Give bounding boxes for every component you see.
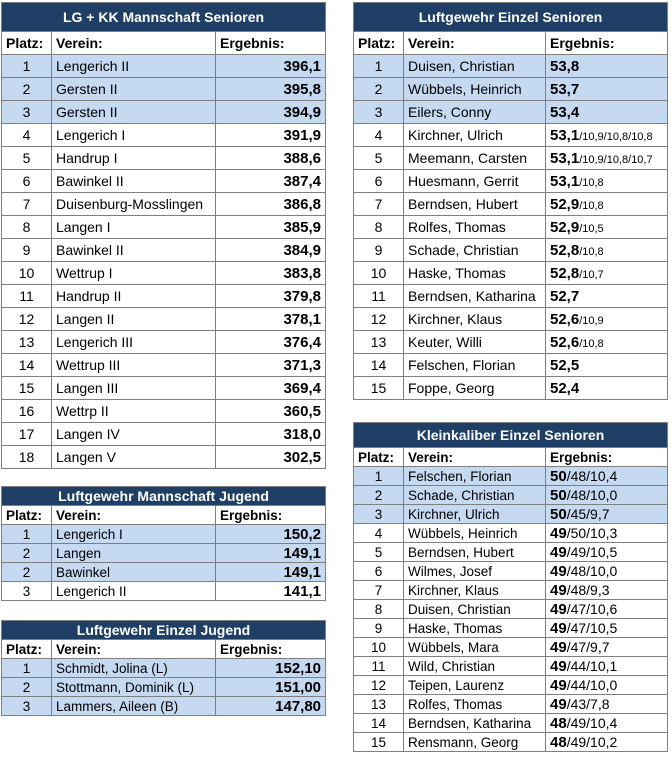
ergebnis-main: 50 bbox=[550, 486, 567, 504]
table-row bbox=[2, 582, 326, 601]
verein-cell: Wettrup I bbox=[52, 262, 216, 285]
ergebnis-cell: 302,5 bbox=[216, 446, 326, 469]
platz-cell: 3 bbox=[2, 582, 52, 601]
table-row bbox=[354, 562, 668, 581]
ergebnis-detail: /48/10,0 bbox=[566, 562, 618, 579]
table-row bbox=[354, 101, 668, 124]
ergebnis-detail: /48/10,4 bbox=[566, 467, 618, 484]
platz-cell: 7 bbox=[354, 581, 404, 600]
table-row bbox=[2, 55, 326, 78]
name-cell: Kirchner, Klaus bbox=[404, 581, 546, 600]
ergebnis-main: 49 bbox=[550, 581, 567, 599]
ergebnis-tiebreak: /10,8 bbox=[579, 337, 604, 350]
table-lg-mannschaft-jugend bbox=[1, 486, 326, 601]
ergebnis-main: 52,5 bbox=[550, 356, 580, 374]
ergebnis-main: 53,1 bbox=[550, 172, 580, 190]
name-cell: Felschen, Florian bbox=[404, 467, 546, 486]
platz-cell: 10 bbox=[354, 262, 404, 285]
ergebnis-main: 49 bbox=[550, 600, 567, 618]
name-cell: Kirchner, Ulrich bbox=[404, 505, 546, 524]
ergebnis-main: 52,9 bbox=[550, 218, 580, 236]
table-row bbox=[2, 262, 326, 285]
platz-cell: 2 bbox=[354, 486, 404, 505]
table-row bbox=[2, 544, 326, 563]
ergebnis-main: 50 bbox=[550, 467, 567, 485]
verein-cell: Langen bbox=[52, 544, 216, 563]
ergebnis-main: 52,8 bbox=[550, 264, 580, 282]
name-cell: Haske, Thomas bbox=[404, 262, 546, 285]
table-row bbox=[2, 193, 326, 216]
name-cell: Wübbels, Heinrich bbox=[404, 524, 546, 543]
ergebnis-main: 52,6 bbox=[550, 333, 580, 351]
platz-cell: 15 bbox=[2, 377, 52, 400]
table-row bbox=[354, 714, 668, 733]
table-row bbox=[2, 423, 326, 446]
table-row bbox=[2, 659, 326, 678]
platz-cell: 2 bbox=[2, 678, 52, 697]
platz-cell: 2 bbox=[2, 544, 52, 563]
ergebnis-cell: 149,1 bbox=[216, 544, 326, 563]
platz-cell: 8 bbox=[354, 216, 404, 239]
ergebnis-cell: 395,8 bbox=[216, 78, 326, 101]
ergebnis-main: 49 bbox=[550, 695, 567, 713]
table-row bbox=[2, 285, 326, 308]
ergebnis-cell bbox=[546, 467, 668, 486]
header-ergebnis: Ergebnis: bbox=[546, 448, 668, 467]
ergebnis-main: 52,8 bbox=[550, 241, 580, 259]
table-row bbox=[2, 400, 326, 423]
ergebnis-cell: 360,5 bbox=[216, 400, 326, 423]
ergebnis-cell bbox=[546, 193, 668, 216]
ergebnis-detail: /45/9,7 bbox=[566, 505, 610, 522]
ergebnis-main: 49 bbox=[550, 657, 567, 675]
ergebnis-main: 53,7 bbox=[550, 80, 580, 98]
verein-cell: Langen III bbox=[52, 377, 216, 400]
verein-cell: Langen V bbox=[52, 446, 216, 469]
ergebnis-main: 49 bbox=[550, 676, 567, 694]
table-lg-kk-mannschaft-senioren bbox=[1, 2, 326, 469]
verein-cell: Lammers, Aileen (B) bbox=[52, 697, 216, 716]
ergebnis-detail: /49/10,4 bbox=[566, 714, 618, 731]
header-platz: Platz: bbox=[2, 640, 52, 659]
platz-cell: 5 bbox=[354, 543, 404, 562]
table-row bbox=[2, 377, 326, 400]
header-ergebnis: Ergebnis: bbox=[216, 640, 326, 659]
header-ergebnis: Ergebnis: bbox=[546, 32, 668, 55]
ergebnis-cell bbox=[546, 285, 668, 308]
name-cell: Berndsen, Katharina bbox=[404, 714, 546, 733]
table-lg-einzel-jugend bbox=[1, 620, 326, 716]
platz-cell: 1 bbox=[354, 467, 404, 486]
name-cell: Meemann, Carsten bbox=[404, 147, 546, 170]
platz-cell: 1 bbox=[2, 55, 52, 78]
ergebnis-cell bbox=[546, 486, 668, 505]
verein-cell: Wettrup III bbox=[52, 354, 216, 377]
table-row bbox=[2, 331, 326, 354]
table-title: Luftgewehr Mannschaft Jugend bbox=[2, 487, 326, 506]
name-cell: Wilmes, Josef bbox=[404, 562, 546, 581]
platz-cell: 4 bbox=[2, 124, 52, 147]
header-platz: Platz: bbox=[2, 32, 52, 55]
ergebnis-tiebreak: /10,8 bbox=[579, 176, 604, 189]
name-cell: Wübbels, Mara bbox=[404, 638, 546, 657]
name-cell: Kirchner, Ulrich bbox=[404, 124, 546, 147]
ergebnis-cell: 376,4 bbox=[216, 331, 326, 354]
ergebnis-main: 48 bbox=[550, 733, 567, 751]
platz-cell: 5 bbox=[354, 147, 404, 170]
ergebnis-cell bbox=[546, 524, 668, 543]
ergebnis-cell bbox=[546, 581, 668, 600]
header-platz: Platz: bbox=[354, 448, 404, 467]
name-cell: Schade, Christian bbox=[404, 239, 546, 262]
ergebnis-cell: 396,1 bbox=[216, 55, 326, 78]
ergebnis-cell: 383,8 bbox=[216, 262, 326, 285]
ergebnis-cell bbox=[546, 733, 668, 752]
table-row bbox=[354, 695, 668, 714]
ergebnis-cell bbox=[546, 308, 668, 331]
table-row bbox=[354, 524, 668, 543]
table-kk-einzel-senioren bbox=[353, 422, 668, 752]
platz-cell: 13 bbox=[354, 695, 404, 714]
ergebnis-cell bbox=[546, 78, 668, 101]
header-ergebnis: Ergebnis: bbox=[216, 32, 326, 55]
header-platz: Platz: bbox=[2, 506, 52, 525]
verein-cell: Wettrp II bbox=[52, 400, 216, 423]
ergebnis-cell bbox=[546, 562, 668, 581]
table-row bbox=[354, 581, 668, 600]
table-row bbox=[354, 377, 668, 400]
ergebnis-cell bbox=[546, 55, 668, 78]
ergebnis-main: 49 bbox=[550, 638, 567, 656]
platz-cell: 9 bbox=[2, 239, 52, 262]
table-lg-einzel-senioren bbox=[353, 2, 668, 400]
verein-cell: Duisenburg-Mosslingen bbox=[52, 193, 216, 216]
verein-cell: Schmidt, Jolina (L) bbox=[52, 659, 216, 678]
table-row bbox=[354, 676, 668, 695]
verein-cell: Gersten II bbox=[52, 101, 216, 124]
name-cell: Berndsen, Hubert bbox=[404, 543, 546, 562]
table-row bbox=[354, 505, 668, 524]
ergebnis-detail: /49/10,2 bbox=[566, 733, 618, 750]
table-row bbox=[354, 638, 668, 657]
platz-cell: 2 bbox=[2, 78, 52, 101]
ergebnis-cell: 147,80 bbox=[216, 697, 326, 716]
platz-cell: 8 bbox=[354, 600, 404, 619]
name-cell: Eilers, Conny bbox=[404, 101, 546, 124]
table-row bbox=[2, 525, 326, 544]
name-cell: Berndsen, Hubert bbox=[404, 193, 546, 216]
ergebnis-detail: /48/9,3 bbox=[566, 581, 610, 598]
ergebnis-tiebreak: /10,8 bbox=[579, 199, 604, 212]
ergebnis-detail: /47/10,5 bbox=[566, 619, 618, 636]
platz-cell: 12 bbox=[2, 308, 52, 331]
table-row bbox=[2, 216, 326, 239]
platz-cell: 18 bbox=[2, 446, 52, 469]
table-row bbox=[354, 124, 668, 147]
name-cell: Rensmann, Georg bbox=[404, 733, 546, 752]
table-row bbox=[2, 239, 326, 262]
ergebnis-cell: 394,9 bbox=[216, 101, 326, 124]
platz-cell: 3 bbox=[354, 505, 404, 524]
ergebnis-detail: /43/7,8 bbox=[566, 695, 610, 712]
ergebnis-main: 52,6 bbox=[550, 310, 580, 328]
ergebnis-cell: 369,4 bbox=[216, 377, 326, 400]
verein-cell: Lengerich II bbox=[52, 582, 216, 601]
platz-cell: 10 bbox=[354, 638, 404, 657]
platz-cell: 11 bbox=[2, 285, 52, 308]
ergebnis-main: 49 bbox=[550, 524, 567, 542]
table-row bbox=[2, 697, 326, 716]
ergebnis-cell bbox=[546, 101, 668, 124]
platz-cell: 3 bbox=[2, 101, 52, 124]
platz-cell: 17 bbox=[2, 423, 52, 446]
name-cell: Teipen, Laurenz bbox=[404, 676, 546, 695]
ergebnis-main: 52,4 bbox=[550, 379, 580, 397]
ergebnis-cell: 391,9 bbox=[216, 124, 326, 147]
ergebnis-cell: 378,1 bbox=[216, 308, 326, 331]
table-row bbox=[2, 78, 326, 101]
ergebnis-cell bbox=[546, 676, 668, 695]
ergebnis-cell: 149,1 bbox=[216, 563, 326, 582]
table-row bbox=[354, 467, 668, 486]
ergebnis-cell: 388,6 bbox=[216, 147, 326, 170]
table-row bbox=[354, 193, 668, 216]
ergebnis-main: 53,1 bbox=[550, 149, 580, 167]
ergebnis-detail: /48/10,0 bbox=[566, 486, 618, 503]
ergebnis-cell: 318,0 bbox=[216, 423, 326, 446]
table-row bbox=[2, 124, 326, 147]
platz-cell: 1 bbox=[2, 659, 52, 678]
table-row bbox=[2, 101, 326, 124]
name-cell: Keuter, Willi bbox=[404, 331, 546, 354]
ergebnis-cell bbox=[546, 657, 668, 676]
ergebnis-cell bbox=[546, 638, 668, 657]
platz-cell: 15 bbox=[354, 733, 404, 752]
platz-cell: 2 bbox=[354, 78, 404, 101]
ergebnis-cell bbox=[546, 239, 668, 262]
table-row bbox=[354, 147, 668, 170]
table-row bbox=[2, 308, 326, 331]
verein-cell: Handrup I bbox=[52, 147, 216, 170]
header-verein: Verein: bbox=[52, 32, 216, 55]
ergebnis-main: 53,4 bbox=[550, 103, 580, 121]
header-verein: Verein: bbox=[404, 448, 546, 467]
table-row bbox=[2, 354, 326, 377]
ergebnis-tiebreak: /10,8 bbox=[579, 245, 604, 258]
platz-cell: 6 bbox=[2, 170, 52, 193]
ergebnis-main: 49 bbox=[550, 543, 567, 561]
table-row bbox=[354, 216, 668, 239]
header-verein: Verein: bbox=[52, 506, 216, 525]
platz-cell: 12 bbox=[354, 676, 404, 695]
platz-cell: 9 bbox=[354, 239, 404, 262]
ergebnis-cell: 150,2 bbox=[216, 525, 326, 544]
table-row bbox=[2, 170, 326, 193]
verein-cell: Bawinkel bbox=[52, 563, 216, 582]
ergebnis-main: 52,7 bbox=[550, 287, 580, 305]
name-cell: Wübbels, Heinrich bbox=[404, 78, 546, 101]
table-title: Kleinkaliber Einzel Senioren bbox=[354, 423, 668, 448]
header-platz: Platz: bbox=[354, 32, 404, 55]
table-row bbox=[354, 170, 668, 193]
table-row bbox=[354, 486, 668, 505]
ergebnis-main: 52,9 bbox=[550, 195, 580, 213]
name-cell: Wild, Christian bbox=[404, 657, 546, 676]
ergebnis-cell: 385,9 bbox=[216, 216, 326, 239]
name-cell: Felschen, Florian bbox=[404, 354, 546, 377]
verein-cell: Lengerich III bbox=[52, 331, 216, 354]
name-cell: Haske, Thomas bbox=[404, 619, 546, 638]
table-row bbox=[354, 55, 668, 78]
name-cell: Foppe, Georg bbox=[404, 377, 546, 400]
platz-cell: 13 bbox=[2, 331, 52, 354]
verein-cell: Lengerich I bbox=[52, 525, 216, 544]
ergebnis-cell bbox=[546, 619, 668, 638]
table-row bbox=[354, 285, 668, 308]
ergebnis-cell: 384,9 bbox=[216, 239, 326, 262]
table-title: LG + KK Mannschaft Senioren bbox=[2, 3, 326, 32]
platz-cell: 10 bbox=[2, 262, 52, 285]
platz-cell: 2 bbox=[2, 563, 52, 582]
table-row bbox=[354, 239, 668, 262]
platz-cell: 14 bbox=[354, 714, 404, 733]
ergebnis-tiebreak: /10,7 bbox=[579, 268, 604, 281]
platz-cell: 3 bbox=[354, 101, 404, 124]
platz-cell: 7 bbox=[354, 193, 404, 216]
ergebnis-tiebreak: /10,9 bbox=[579, 314, 604, 327]
platz-cell: 15 bbox=[354, 377, 404, 400]
platz-cell: 4 bbox=[354, 124, 404, 147]
table-row bbox=[2, 147, 326, 170]
table-row bbox=[354, 733, 668, 752]
platz-cell: 5 bbox=[2, 147, 52, 170]
ergebnis-cell: 379,8 bbox=[216, 285, 326, 308]
ergebnis-main: 49 bbox=[550, 562, 567, 580]
verein-cell: Langen I bbox=[52, 216, 216, 239]
name-cell: Duisen, Christian bbox=[404, 55, 546, 78]
verein-cell: Bawinkel II bbox=[52, 239, 216, 262]
ergebnis-detail: /47/9,7 bbox=[566, 638, 610, 655]
ergebnis-detail: /44/10,0 bbox=[566, 676, 618, 693]
verein-cell: Handrup II bbox=[52, 285, 216, 308]
verein-cell: Bawinkel II bbox=[52, 170, 216, 193]
platz-cell: 12 bbox=[354, 308, 404, 331]
table-row bbox=[2, 446, 326, 469]
header-verein: Verein: bbox=[52, 640, 216, 659]
platz-cell: 4 bbox=[354, 524, 404, 543]
name-cell: Schade, Christian bbox=[404, 486, 546, 505]
platz-cell: 6 bbox=[354, 170, 404, 193]
table-row bbox=[354, 619, 668, 638]
platz-cell: 1 bbox=[354, 55, 404, 78]
ergebnis-cell: 386,8 bbox=[216, 193, 326, 216]
ergebnis-cell bbox=[546, 331, 668, 354]
ergebnis-detail: /50/10,3 bbox=[566, 524, 618, 541]
table-row bbox=[354, 600, 668, 619]
ergebnis-cell bbox=[546, 170, 668, 193]
ergebnis-detail: /49/10,5 bbox=[566, 543, 618, 560]
platz-cell: 7 bbox=[2, 193, 52, 216]
ergebnis-main: 50 bbox=[550, 505, 567, 523]
name-cell: Huesmann, Gerrit bbox=[404, 170, 546, 193]
verein-cell: Lengerich I bbox=[52, 124, 216, 147]
ergebnis-main: 53,1 bbox=[550, 126, 580, 144]
table-row bbox=[2, 563, 326, 582]
platz-cell: 11 bbox=[354, 285, 404, 308]
table-row bbox=[354, 331, 668, 354]
header-verein: Verein: bbox=[404, 32, 546, 55]
name-cell: Rolfes, Thomas bbox=[404, 695, 546, 714]
ergebnis-cell bbox=[546, 543, 668, 562]
ergebnis-cell bbox=[546, 124, 668, 147]
ergebnis-tiebreak: /10,5 bbox=[579, 222, 604, 235]
verein-cell: Langen II bbox=[52, 308, 216, 331]
platz-cell: 3 bbox=[2, 697, 52, 716]
verein-cell: Gersten II bbox=[52, 78, 216, 101]
platz-cell: 6 bbox=[354, 562, 404, 581]
table-row bbox=[354, 262, 668, 285]
ergebnis-cell bbox=[546, 695, 668, 714]
table-row bbox=[354, 657, 668, 676]
platz-cell: 9 bbox=[354, 619, 404, 638]
verein-cell: Langen IV bbox=[52, 423, 216, 446]
table-row bbox=[354, 308, 668, 331]
table-title: Luftgewehr Einzel Jugend bbox=[2, 621, 326, 640]
ergebnis-cell: 387,4 bbox=[216, 170, 326, 193]
ergebnis-main: 53,8 bbox=[550, 57, 580, 75]
platz-cell: 1 bbox=[2, 525, 52, 544]
ergebnis-cell bbox=[546, 377, 668, 400]
verein-cell: Lengerich II bbox=[52, 55, 216, 78]
ergebnis-cell bbox=[546, 147, 668, 170]
ergebnis-cell bbox=[546, 354, 668, 377]
platz-cell: 13 bbox=[354, 331, 404, 354]
platz-cell: 8 bbox=[2, 216, 52, 239]
name-cell: Berndsen, Katharina bbox=[404, 285, 546, 308]
verein-cell: Stottmann, Dominik (L) bbox=[52, 678, 216, 697]
platz-cell: 14 bbox=[2, 354, 52, 377]
table-row bbox=[2, 678, 326, 697]
table-row bbox=[354, 354, 668, 377]
platz-cell: 16 bbox=[2, 400, 52, 423]
ergebnis-detail: /47/10,6 bbox=[566, 600, 618, 617]
name-cell: Duisen, Christian bbox=[404, 600, 546, 619]
ergebnis-cell: 151,00 bbox=[216, 678, 326, 697]
table-title: Luftgewehr Einzel Senioren bbox=[354, 3, 668, 32]
name-cell: Kirchner, Klaus bbox=[404, 308, 546, 331]
ergebnis-cell bbox=[546, 600, 668, 619]
ergebnis-cell bbox=[546, 262, 668, 285]
ergebnis-tiebreak: /10,9/10,8/10,7 bbox=[579, 153, 653, 166]
ergebnis-tiebreak: /10,9/10,8/10,8 bbox=[579, 130, 653, 143]
ergebnis-cell: 141,1 bbox=[216, 582, 326, 601]
name-cell: Rolfes, Thomas bbox=[404, 216, 546, 239]
ergebnis-main: 48 bbox=[550, 714, 567, 732]
ergebnis-cell bbox=[546, 714, 668, 733]
header-ergebnis: Ergebnis: bbox=[216, 506, 326, 525]
ergebnis-cell bbox=[546, 505, 668, 524]
ergebnis-main: 49 bbox=[550, 619, 567, 637]
platz-cell: 14 bbox=[354, 354, 404, 377]
ergebnis-cell: 152,10 bbox=[216, 659, 326, 678]
ergebnis-cell bbox=[546, 216, 668, 239]
table-row bbox=[354, 78, 668, 101]
platz-cell: 11 bbox=[354, 657, 404, 676]
table-row bbox=[354, 543, 668, 562]
ergebnis-detail: /44/10,1 bbox=[566, 657, 618, 674]
ergebnis-cell: 371,3 bbox=[216, 354, 326, 377]
